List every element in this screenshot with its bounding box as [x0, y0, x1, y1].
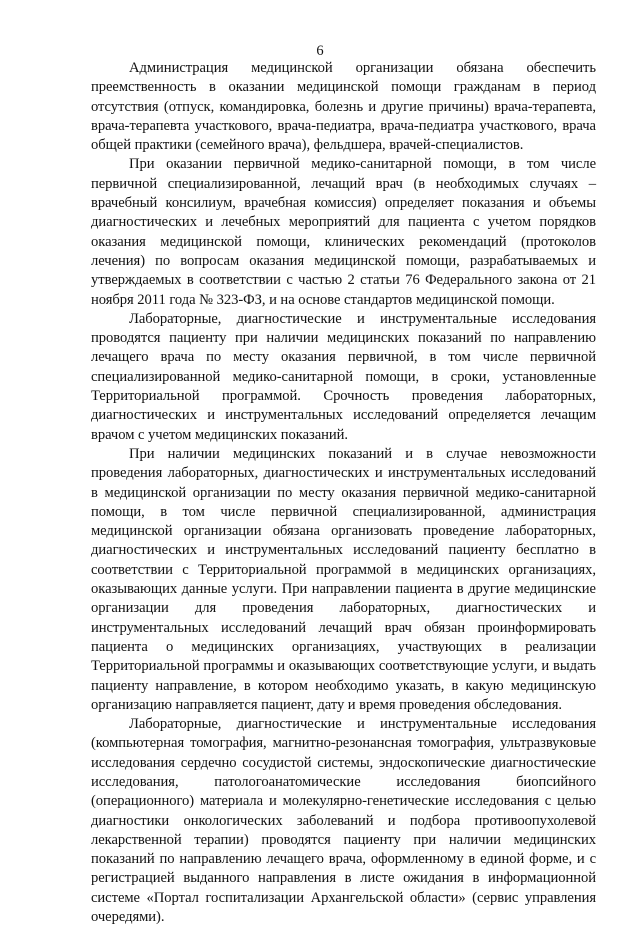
- paragraph-lab-studies-referral: Лабораторные, диагностические и инструментальные исследования проводятся пациенту при наличии медицинских показаний по направлению лечащего врача по месту оказания первичной, в том числе первичной специализированной медико-санитарной помощи, в сроки, установленные Территориальной программой. Срочность проведения лабораторных, диагностических и инструментальных исследований определяется лечащим врачом с учетом медицинских показаний.: [91, 310, 596, 443]
- paragraph-external-examinations: При наличии медицинских показаний и в случае невозможности проведения лабораторных, диагностических и инструментальных исследований в медицинской организации по месту оказания первичной медико-санитарной помощи, в том числе первичной специализированной, администрация медицинской организации обязана организовать проведение лабораторных, диагностических и инструментальных исследований пациенту бесплатно в соответствии с Территориальной программой в медицинских организациях, оказывающих данные услуги. При направлении пациента в другие медицинские организации для проведения лабораторных, диагностических и инструментальных исследований лечащий врач обязан проинформировать пациента о медицинских организациях, участвующих в реализации Территориальной программы и оказывающих соответствующие услуги, и выдать пациенту направление, в котором необходимо указать, в какую медицинскую организацию направляется пациент, дату и время проведения обследования.: [91, 445, 596, 713]
- paragraph-high-tech-diagnostics: Лабораторные, диагностические и инструментальные исследования (компьютерная томография, магнитно-резонансная томография, ультразвуковые исследования сердечно сосудистой системы, эндоскопические диагностические исследования, патологоанатомические исследования биопсийного (операционного) материала и молекулярно-генетические исследования с целью диагностики онкологических заболеваний и подбора противоопухолевой лекарственной терапии) проводятся пациенту при наличии медицинских показаний по направлению лечащего врача, оформленному в единой форме, и с регистрацией выданного направления в листе ожидания в информационной системе «Портал госпитализации Архангельской области» (сервис управления очередями).: [91, 716, 596, 926]
- document-body: [91, 59, 596, 927]
- paragraph-continuity-of-care: Администрация медицинской организации обязана обеспечить преемственность в оказании медицинской помощи гражданам в период отсутствия (отпуск, командировка, болезнь и другие причины) врача-терапевта, врача-терапевта участкового, врача-педиатра, врача-педиатра участкового, врача общей практики (семейного врача), фельдшера, врачей-специалистов.: [91, 60, 596, 154]
- page-number: 6: [316, 43, 324, 59]
- paragraph-primary-care-indications: При оказании первичной медико-санитарной помощи, в том числе первичной специализированной, лечащий врач (в необходимых случаях – врачебный консилиум, врачебная комиссия) определяет показания и объемы диагностических и лечебных мероприятий для пациента с учетом порядков оказания медицинской помощи, клинических рекомендаций (протоколов лечения) по вопросам оказания медицинской помощи, разрабатываемых и утверждаемых в соответствии с частью 2 статьи 76 Федерального закона от 21 ноября 2011 года № 323-ФЗ, и на основе стандартов медицинской помощи.: [91, 156, 596, 308]
